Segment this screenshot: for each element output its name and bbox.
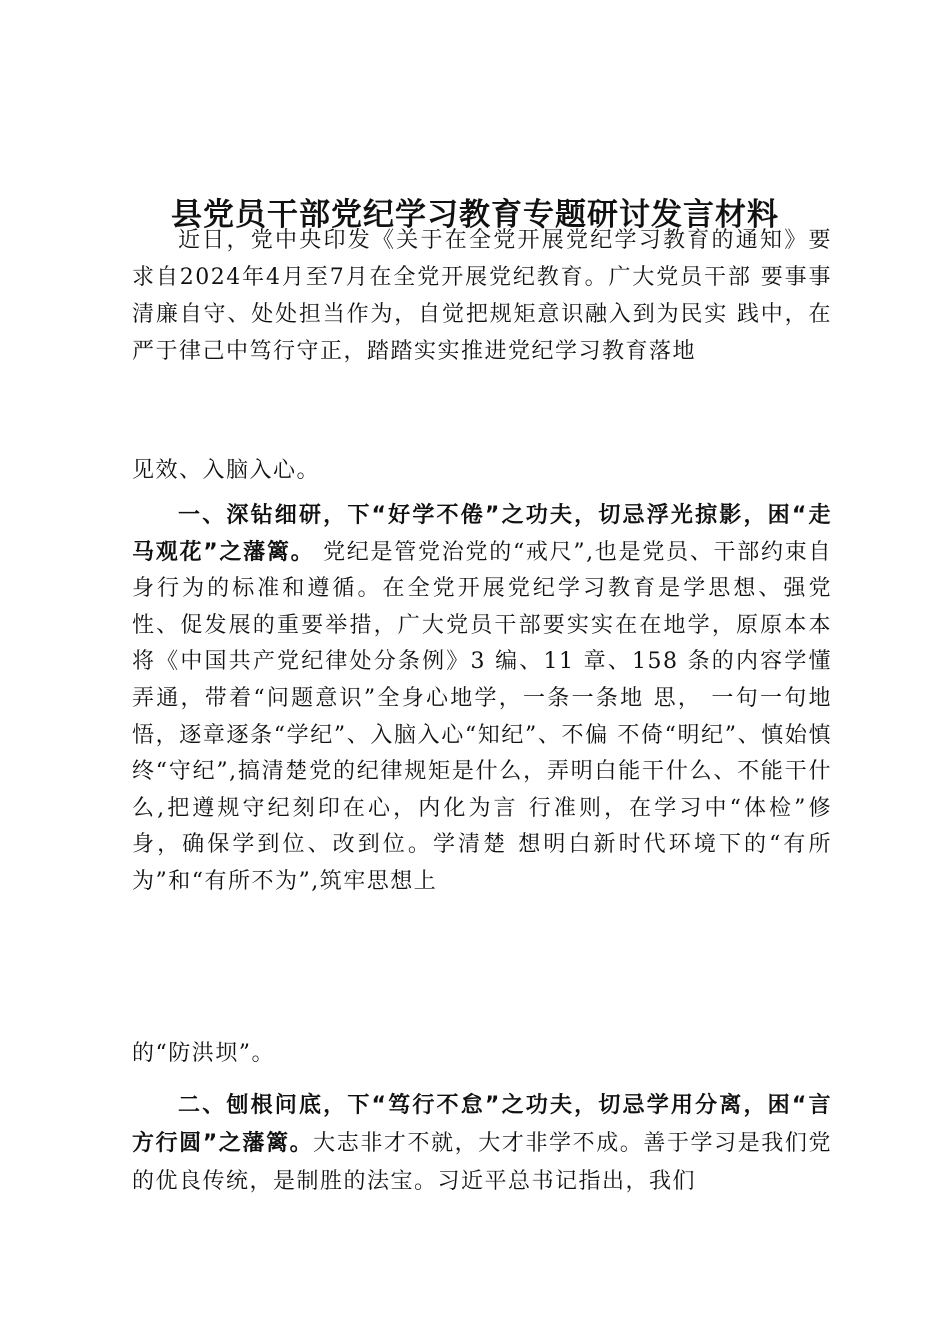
intro-paragraph: 近日，党中央印发《关于在全党开展党纪学习教育的通知》要求自2024年4月至7月在全党开展党纪教育。广大党员干部 要事事清廉自守、处处担当作为，自觉把规矩意识融入到为民实 践中，在严于律己中笃行守正，踏踏实实推进党纪学习教育落地 xyxy=(132,228,832,364)
section-1-heading: 一、深钻细研，下“好学不倦”之功夫，切忌浮光掠影，困“走马观花”之藩篱。 xyxy=(132,503,832,565)
section-2-body: 大志非才不就，大才非学不成。善于学习是我们党的优良传统，是制胜的法宝。习近平总书记指出，我们 xyxy=(132,1131,832,1194)
section-1-paragraph xyxy=(132,498,832,901)
intro-paragraph-tail: 见效、入脑入心。 xyxy=(132,458,321,483)
document-title: 县党员干部党纪学习教育专题研讨发言材料 xyxy=(171,197,779,233)
section-2-paragraph xyxy=(132,1087,832,1201)
section-2-heading: 二、刨根问底，下“笃行不怠”之功夫，切忌学用分离，困“言方行圆”之藩篱。 xyxy=(132,1093,832,1156)
section-1-body: 党纪是管党治党的“戒尺”,也是党员、干部约束自身行为的标准和遵循。在全党开展党纪学习教育是学思想、强党性、促发展的重要举措，广大党员干部要实实在在地学，原原本本将《中国共产党纪律处分条例》3 编、11 章、158 条的内容学懂弄通，带着“问题意识”全身心地学，一条一条地 思， 一句一句地悟，逐章逐条“学纪”、入脑入心“知纪”、不偏 不倚“明纪”、慎始慎终“守纪”,搞清楚党的纪律规矩是什么，弄明白能干什么、不能干什么,把遵规守纪刻印在心，内化为言 行准则，在学习中“体检”修身，确保学到位、改到位。学清楚 想明白新时代环境下的“有所为”和“有所不为”,筑牢思想上 xyxy=(132,539,832,894)
section-1-tail: 的“防洪坝”。 xyxy=(132,1041,275,1066)
